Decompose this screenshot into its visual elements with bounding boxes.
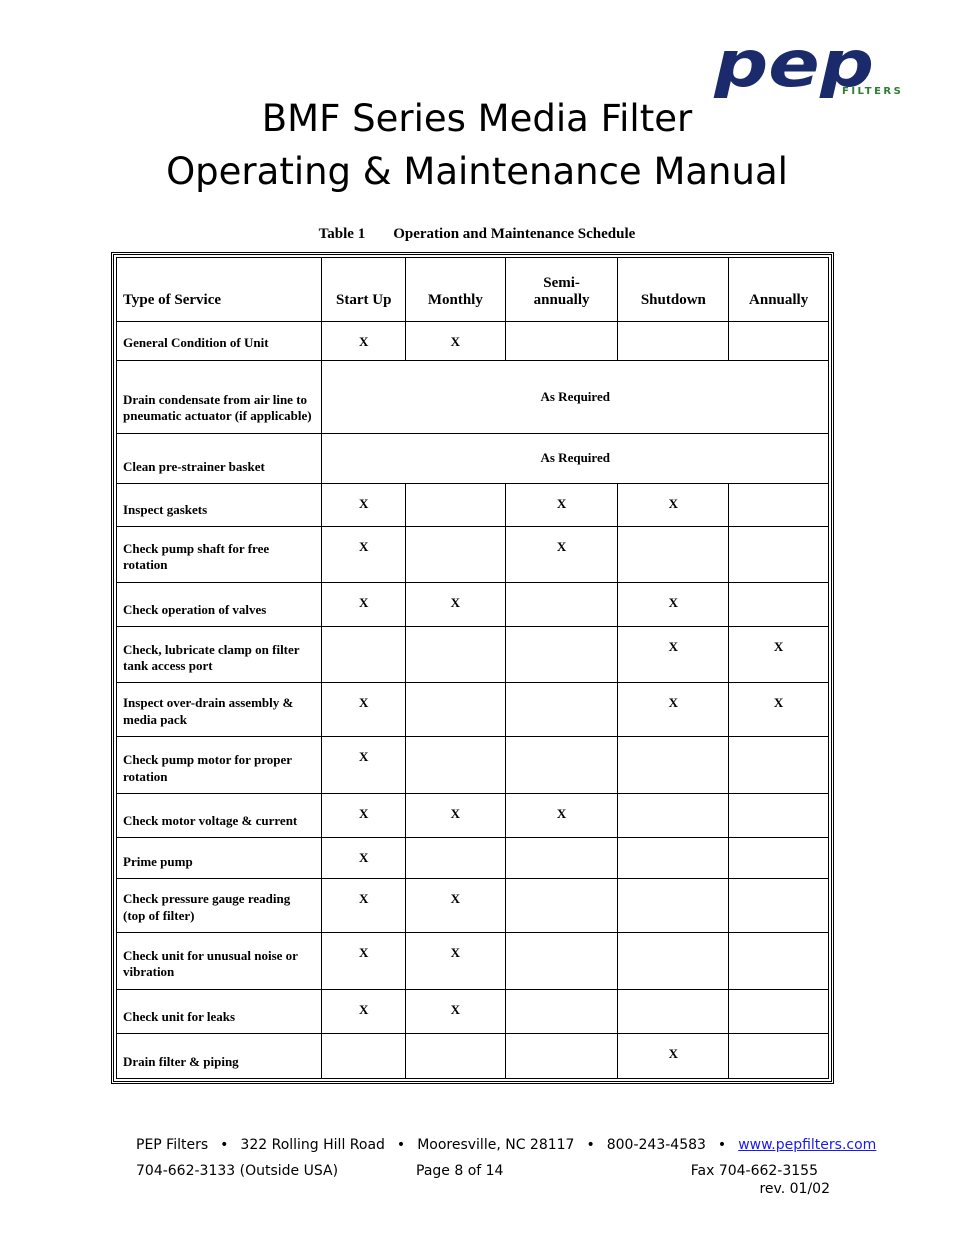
svg-text:FILTERS: FILTERS xyxy=(842,86,904,97)
svg-text:pep: pep xyxy=(712,34,874,98)
schedule-mark-cell: X xyxy=(322,526,406,582)
schedule-mark-cell xyxy=(406,683,506,737)
service-type-cell: Drain condensate from air line to pneumatic actuator (if applicable) xyxy=(117,360,322,433)
schedule-mark-cell xyxy=(729,736,829,793)
footer-contact-line xyxy=(136,1137,876,1153)
table-row xyxy=(117,793,829,838)
schedule-mark-cell xyxy=(505,1034,618,1079)
schedule-mark-cell: X xyxy=(618,627,729,683)
schedule-mark-cell xyxy=(618,878,729,932)
service-type-cell: Check pump shaft for free rotation xyxy=(117,526,322,582)
schedule-mark-cell: X xyxy=(322,736,406,793)
schedule-mark-cell xyxy=(505,989,618,1034)
table-row xyxy=(117,878,829,932)
service-type-cell: Prime pump xyxy=(117,838,322,879)
table-row xyxy=(117,582,829,627)
schedule-mark-cell xyxy=(505,582,618,627)
schedule-mark-cell xyxy=(729,526,829,582)
schedule-mark-cell: X xyxy=(505,526,618,582)
table-row xyxy=(117,360,829,433)
schedule-mark-cell xyxy=(618,526,729,582)
footer-fax: Fax 704-662-3155 xyxy=(690,1163,818,1179)
schedule-mark-cell xyxy=(618,989,729,1034)
schedule-mark-cell: X xyxy=(406,582,506,627)
table-row xyxy=(117,683,829,737)
schedule-mark-cell: X xyxy=(618,582,729,627)
table-row xyxy=(117,433,829,484)
schedule-mark-cell xyxy=(505,322,618,361)
table-row xyxy=(117,932,829,989)
schedule-mark-cell xyxy=(505,683,618,737)
service-type-cell: Check motor voltage & current xyxy=(117,793,322,838)
schedule-mark-cell: X xyxy=(322,683,406,737)
service-type-cell: Check operation of valves xyxy=(117,582,322,627)
schedule-mark-cell: X xyxy=(322,878,406,932)
bullet-separator: • xyxy=(396,1137,406,1153)
service-type-cell: Inspect gaskets xyxy=(117,484,322,527)
footer-phone: 800-243-4583 xyxy=(606,1137,706,1153)
column-header: Start Up xyxy=(322,258,406,322)
column-header: Type of Service xyxy=(117,258,322,322)
schedule-mark-cell: X xyxy=(618,484,729,527)
bullet-separator: • xyxy=(586,1137,595,1153)
schedule-mark-cell xyxy=(505,736,618,793)
table-row xyxy=(117,526,829,582)
schedule-mark-cell xyxy=(505,627,618,683)
footer-website-link[interactable]: www.pepfilters.com xyxy=(738,1137,877,1153)
schedule-mark-cell xyxy=(406,526,506,582)
schedule-mark-cell xyxy=(729,582,829,627)
schedule-mark-cell: X xyxy=(406,322,506,361)
service-type-cell: General Condition of Unit xyxy=(117,322,322,361)
schedule-mark-cell xyxy=(618,838,729,879)
schedule-mark-cell: X xyxy=(322,932,406,989)
maintenance-schedule-table xyxy=(116,257,829,1079)
schedule-mark-cell xyxy=(618,932,729,989)
table-row xyxy=(117,322,829,361)
schedule-mark-cell: X xyxy=(406,878,506,932)
schedule-mark-cell xyxy=(505,878,618,932)
schedule-mark-cell: X xyxy=(322,989,406,1034)
schedule-mark-cell xyxy=(729,1034,829,1079)
service-type-cell: Check unit for leaks xyxy=(117,989,322,1034)
table-row xyxy=(117,484,829,527)
schedule-mark-cell xyxy=(505,932,618,989)
service-type-cell: Check, lubricate clamp on filter tank access port xyxy=(117,627,322,683)
schedule-mark-cell: X xyxy=(729,627,829,683)
table-caption-label: Table 1 xyxy=(318,226,366,242)
table-caption xyxy=(0,226,954,243)
column-header: Monthly xyxy=(406,258,506,322)
footer-company: PEP Filters xyxy=(136,1137,209,1153)
footer-page-number: Page 8 of 14 xyxy=(416,1163,504,1179)
column-header: Annually xyxy=(729,258,829,322)
footer-address: 322 Rolling Hill Road xyxy=(240,1137,385,1153)
schedule-mark-cell xyxy=(729,878,829,932)
table-row xyxy=(117,736,829,793)
as-required-cell: As Required xyxy=(322,360,829,433)
schedule-mark-cell xyxy=(618,736,729,793)
table-row xyxy=(117,1034,829,1079)
bullet-separator: • xyxy=(717,1137,727,1153)
schedule-mark-cell xyxy=(618,793,729,838)
schedule-mark-cell xyxy=(406,736,506,793)
schedule-mark-cell: X xyxy=(406,793,506,838)
service-type-cell: Check unit for unusual noise or vibration xyxy=(117,932,322,989)
service-type-cell: Check pump motor for proper rotation xyxy=(117,736,322,793)
schedule-mark-cell: X xyxy=(505,793,618,838)
schedule-mark-cell xyxy=(406,627,506,683)
footer-city: Mooresville, NC 28117 xyxy=(417,1137,575,1153)
service-type-cell: Check pressure gauge reading (top of filter) xyxy=(117,878,322,932)
table-row xyxy=(117,627,829,683)
schedule-mark-cell xyxy=(729,932,829,989)
document-title-line-1: BMF Series Media Filter xyxy=(261,97,693,140)
service-type-cell: Clean pre-strainer basket xyxy=(117,433,322,484)
maintenance-schedule-frame xyxy=(111,252,834,1084)
schedule-mark-cell xyxy=(406,1034,506,1079)
column-header: Semi- annually xyxy=(505,258,618,322)
schedule-mark-cell: X xyxy=(618,683,729,737)
table-header-row xyxy=(117,258,829,322)
schedule-mark-cell xyxy=(406,838,506,879)
schedule-mark-cell xyxy=(406,484,506,527)
schedule-mark-cell: X xyxy=(322,582,406,627)
schedule-mark-cell xyxy=(618,322,729,361)
schedule-mark-cell xyxy=(729,838,829,879)
service-type-cell: Drain filter & piping xyxy=(117,1034,322,1079)
schedule-mark-cell xyxy=(505,838,618,879)
schedule-mark-cell xyxy=(729,989,829,1034)
schedule-mark-cell xyxy=(729,793,829,838)
table-row xyxy=(117,989,829,1034)
bullet-separator: • xyxy=(220,1137,229,1153)
schedule-mark-cell: X xyxy=(729,683,829,737)
schedule-mark-cell: X xyxy=(406,989,506,1034)
column-header: Shutdown xyxy=(618,258,729,322)
as-required-cell: As Required xyxy=(322,433,829,484)
schedule-mark-cell: X xyxy=(322,838,406,879)
table-row xyxy=(117,838,829,879)
schedule-mark-cell xyxy=(322,627,406,683)
pep-filters-logo xyxy=(712,34,912,98)
table-caption-text: Operation and Maintenance Schedule xyxy=(393,226,636,242)
footer-outside-usa-phone: 704-662-3133 (Outside USA) xyxy=(136,1163,339,1179)
footer-revision: rev. 01/02 xyxy=(759,1181,830,1197)
schedule-mark-cell: X xyxy=(322,484,406,527)
schedule-mark-cell xyxy=(322,1034,406,1079)
service-type-cell: Inspect over-drain assembly & media pack xyxy=(117,683,322,737)
schedule-mark-cell: X xyxy=(618,1034,729,1079)
schedule-mark-cell: X xyxy=(322,793,406,838)
document-title-line-2: Operating & Maintenance Manual xyxy=(166,150,788,193)
schedule-mark-cell xyxy=(729,322,829,361)
schedule-mark-cell: X xyxy=(322,322,406,361)
schedule-mark-cell: X xyxy=(505,484,618,527)
schedule-mark-cell xyxy=(729,484,829,527)
schedule-mark-cell: X xyxy=(406,932,506,989)
